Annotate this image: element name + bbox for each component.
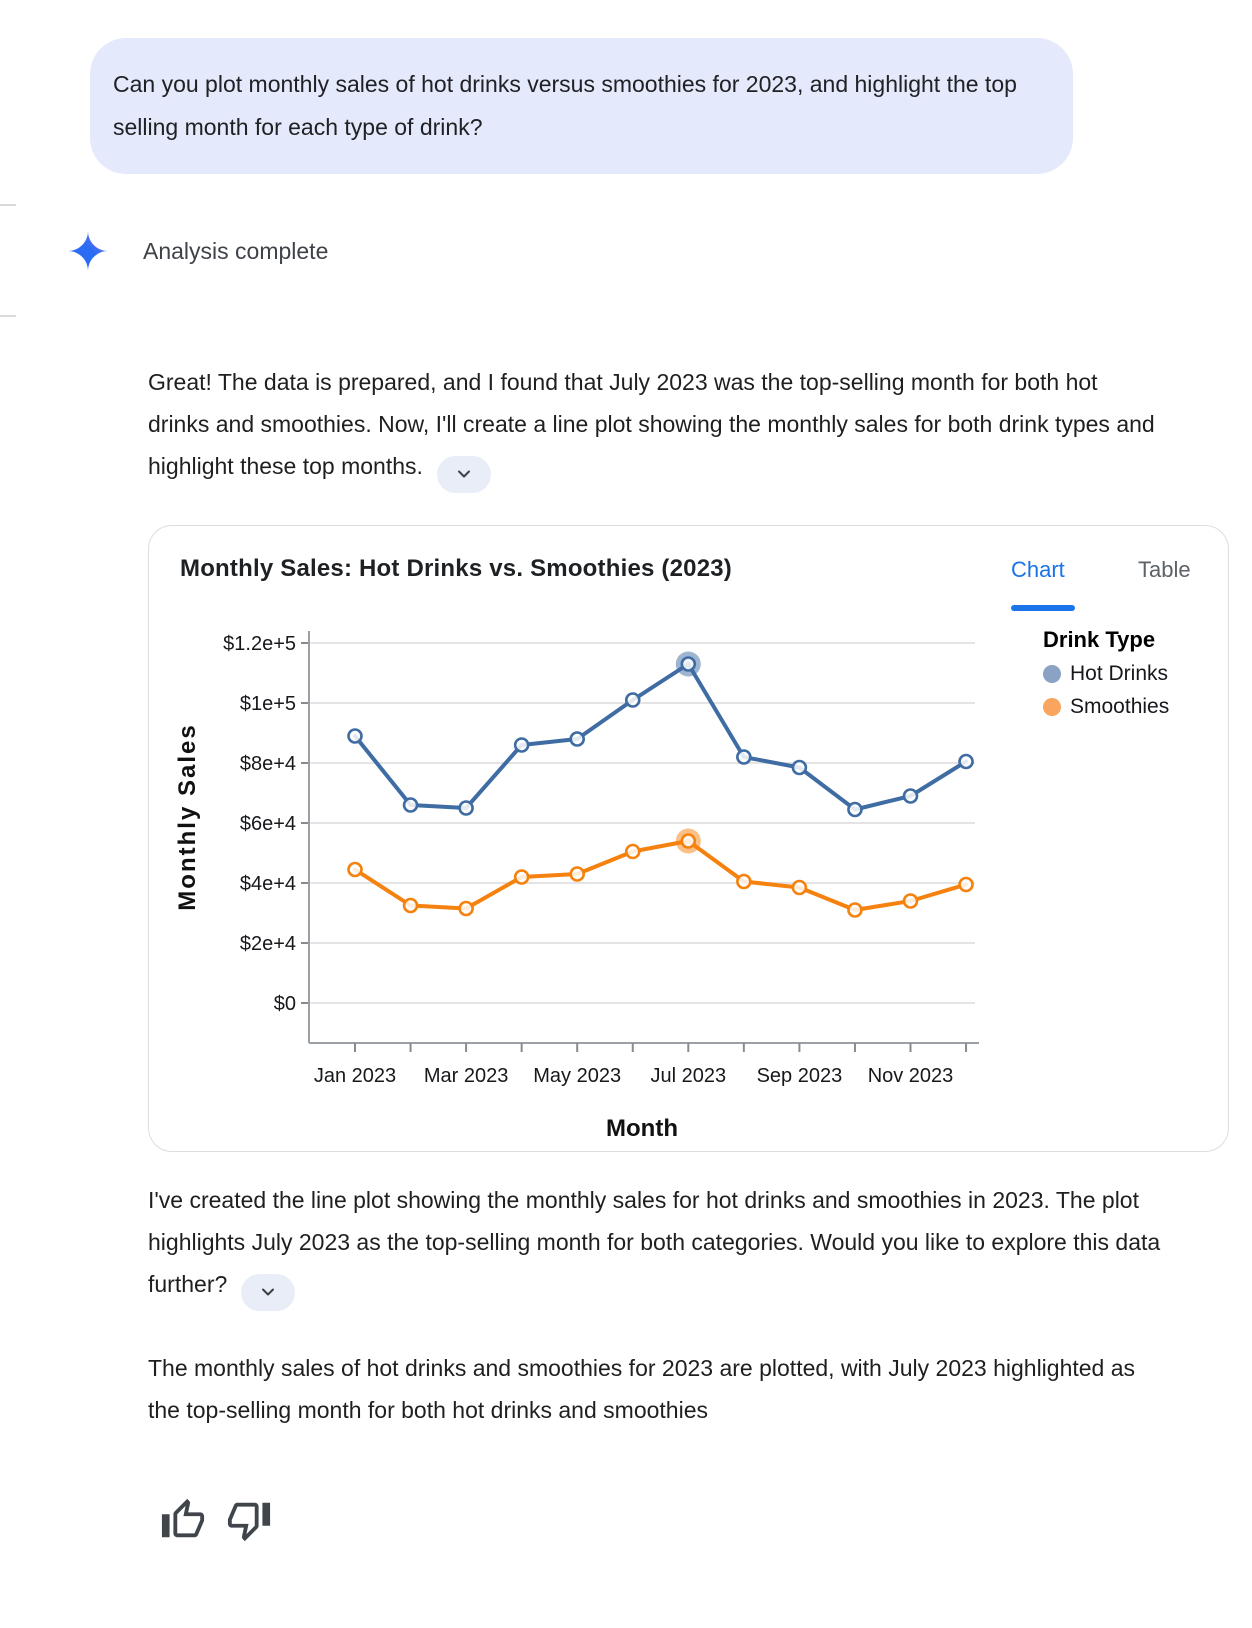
svg-text:$6e+4: $6e+4 xyxy=(239,813,296,835)
svg-text:$0: $0 xyxy=(273,993,296,1015)
collapse-message-button[interactable] xyxy=(241,1274,295,1311)
svg-text:Jul 2023: Jul 2023 xyxy=(650,1065,727,1087)
tab-chart[interactable]: Chart xyxy=(1011,557,1065,582)
svg-text:$4e+4: $4e+4 xyxy=(239,873,296,895)
legend-title: Drink Type xyxy=(1043,627,1156,652)
active-tab-indicator xyxy=(1011,605,1075,611)
svg-text:Month: Month xyxy=(606,1115,678,1142)
assistant-paragraph-3 xyxy=(148,1347,1164,1431)
svg-text:Jan 2023: Jan 2023 xyxy=(313,1065,397,1087)
svg-text:Nov 2023: Nov 2023 xyxy=(867,1065,954,1087)
legend-item-label: Hot Drinks xyxy=(1070,662,1169,685)
svg-text:Mar 2023: Mar 2023 xyxy=(423,1065,509,1087)
thumbs-up-button[interactable] xyxy=(160,1494,206,1546)
chevron-down-icon xyxy=(258,1282,278,1302)
svg-text:$8e+4: $8e+4 xyxy=(239,753,296,775)
thumbs-down-button[interactable] xyxy=(226,1494,272,1546)
tab-table[interactable]: Table xyxy=(1138,557,1191,582)
hot-drinks-dot-icon xyxy=(1043,665,1061,683)
chart-card xyxy=(148,525,1229,1152)
legend-item-hot-drinks xyxy=(1043,662,1169,686)
assistant-paragraph-2 xyxy=(148,1179,1164,1311)
svg-text:$1.2e+5: $1.2e+5 xyxy=(223,633,296,655)
assistant-paragraph-3-text: The monthly sales of hot drinks and smoothies for 2023 are plotted, with July 2023 highlighted as the top-selling month for both hot drinks and smoothies xyxy=(148,1355,1136,1423)
svg-text:May 2023: May 2023 xyxy=(533,1065,622,1087)
thumbs-down-icon xyxy=(226,1497,272,1543)
legend-item-smoothies xyxy=(1043,695,1169,719)
svg-text:Monthly Sales: Monthly Sales xyxy=(174,723,201,911)
assistant-paragraph-1 xyxy=(148,361,1164,493)
thumbs-up-icon xyxy=(160,1497,206,1543)
assistant-paragraph-1-text: Great! The data is prepared, and I found that July 2023 was the top-selling month for both hot drinks and smoothies. Now, I'll create a line plot showing the monthly sales for both drink types and highlight these top months. xyxy=(148,369,1155,479)
analysis-status-row xyxy=(68,231,328,271)
analysis-status-label: Analysis complete xyxy=(143,237,329,264)
collapse-message-button[interactable] xyxy=(437,456,491,493)
smoothies-dot-icon xyxy=(1043,698,1061,716)
user-message-bubble xyxy=(90,38,1073,174)
svg-text:Sep 2023: Sep 2023 xyxy=(756,1065,843,1087)
line-chart-plot xyxy=(149,610,999,1153)
chart-legend xyxy=(1043,627,1169,719)
chevron-down-icon xyxy=(454,464,474,484)
legend-item-label: Smoothies xyxy=(1070,695,1170,718)
left-edge-divider xyxy=(0,204,16,206)
user-message-text: Can you plot monthly sales of hot drinks versus smoothies for 2023, and highlight the top selling month for each type of drink? xyxy=(113,71,1017,140)
gemini-sparkle-icon xyxy=(68,231,108,271)
left-edge-divider xyxy=(0,315,16,317)
feedback-bar xyxy=(160,1494,272,1546)
chart-card-title: Monthly Sales: Hot Drinks vs. Smoothies (2023) xyxy=(180,555,733,582)
svg-text:$1e+5: $1e+5 xyxy=(239,693,296,715)
assistant-paragraph-2-text: I've created the line plot showing the monthly sales for hot drinks and smoothies in 2023. The plot highlights July 2023 as the top-selling month for both categories. Would you like to explore this data further? xyxy=(148,1187,1161,1297)
svg-text:$2e+4: $2e+4 xyxy=(239,933,296,955)
